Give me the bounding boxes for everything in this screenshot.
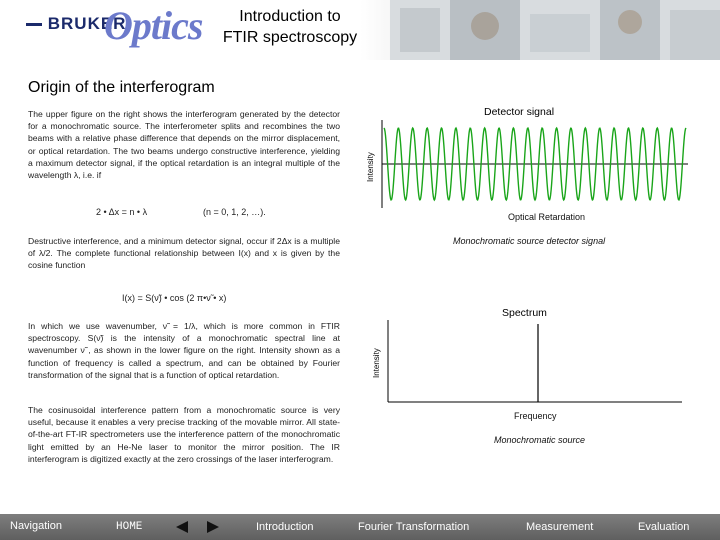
footer-navigation-bar xyxy=(0,514,720,540)
nav-measurement-link[interactable]: Measurement xyxy=(526,521,594,533)
detector-plot-title: Detector signal xyxy=(484,106,555,118)
spectrum-y-axis-label: Intensity xyxy=(372,348,381,378)
left-triangle-icon[interactable] xyxy=(174,520,190,534)
title-line-2: FTIR spectroscopy xyxy=(222,29,358,46)
paragraph-laser-tracking: The cosinusoidal interference pattern from a monochromatic source is very useful, because it enables a very precise tracking of the movable mirror. All state-of-the-art FT-IR spectrometers use the interference pattern of the monochromatic light emitted by an He-Ne laser to monitor the mirror position. The IR interferogram is digitized exactly at the zero crossings of the laser interferogram. xyxy=(28,405,340,464)
nav-evaluation-link[interactable]: Evaluation xyxy=(638,521,690,533)
spectrum-plot-caption: Monochromatic source xyxy=(494,435,586,445)
equation-constructive: 2 • Δx = n • λ xyxy=(96,207,148,217)
navigation-label: Navigation xyxy=(10,520,62,532)
detector-signal-plot xyxy=(378,118,690,210)
paragraph-interferogram-intro: The upper figure on the right shows the interferogram generated by the detector for a monochromatic source. The interferometer splits and recombines the two beams with a relative phase difference that depends on the mirror displacement, or optical retardation. The two beams undergo constructive interference, yielding a maximum detector signal, if the optical retardation is an integral multiple of the wavelength λ, i.e. if xyxy=(28,109,340,181)
nav-fourier-transformation-link[interactable]: Fourier Transformation xyxy=(358,521,470,533)
paragraph-wavenumber: In which we use wavenumber, ν̃ = 1/λ, which is more common in FTIR spectroscopy. S(ν̃) is the intensity of a monochromatic spectral line at wavenumber ν̃ , as shown in the lower figure on the right. Intensity shown as a function of frequency is called a spectrum, and can be obtained by Fourier transformation of the signal that is a function of optical retardation. xyxy=(28,321,340,380)
detector-x-axis-label: Optical Retardation xyxy=(508,212,586,222)
optics-logo: Optics xyxy=(104,3,203,48)
spectrum-plot-title: Spectrum xyxy=(502,307,547,319)
nav-introduction-link[interactable]: Introduction xyxy=(256,521,314,533)
title-line-1: Introduction to xyxy=(239,8,341,25)
detector-y-axis-label: Intensity xyxy=(366,152,375,182)
spectrum-plot xyxy=(384,318,684,404)
section-title: Origin of the interferogram xyxy=(28,79,215,96)
right-triangle-icon[interactable] xyxy=(205,520,221,534)
bruker-logo: BRUKER xyxy=(26,14,126,34)
lab-photo-strip xyxy=(390,0,720,60)
equation-range: (n = 0, 1, 2, …). xyxy=(203,207,266,217)
presentation-title xyxy=(200,6,380,48)
paragraph-destructive: Destructive interference, and a minimum detector signal, occur if 2Δx is a multiple of λ/2. The complete functional relationship between I(x) and x is given by the cosine function xyxy=(28,236,340,271)
detector-plot-caption: Monochromatic source detector signal xyxy=(453,236,606,246)
home-link[interactable]: HOME xyxy=(116,521,143,533)
equation-cosine: I(x) = S(ν̃) • cos (2 π•ν̃ • x) xyxy=(122,293,227,303)
spectrum-x-axis-label: Frequency xyxy=(514,411,557,421)
